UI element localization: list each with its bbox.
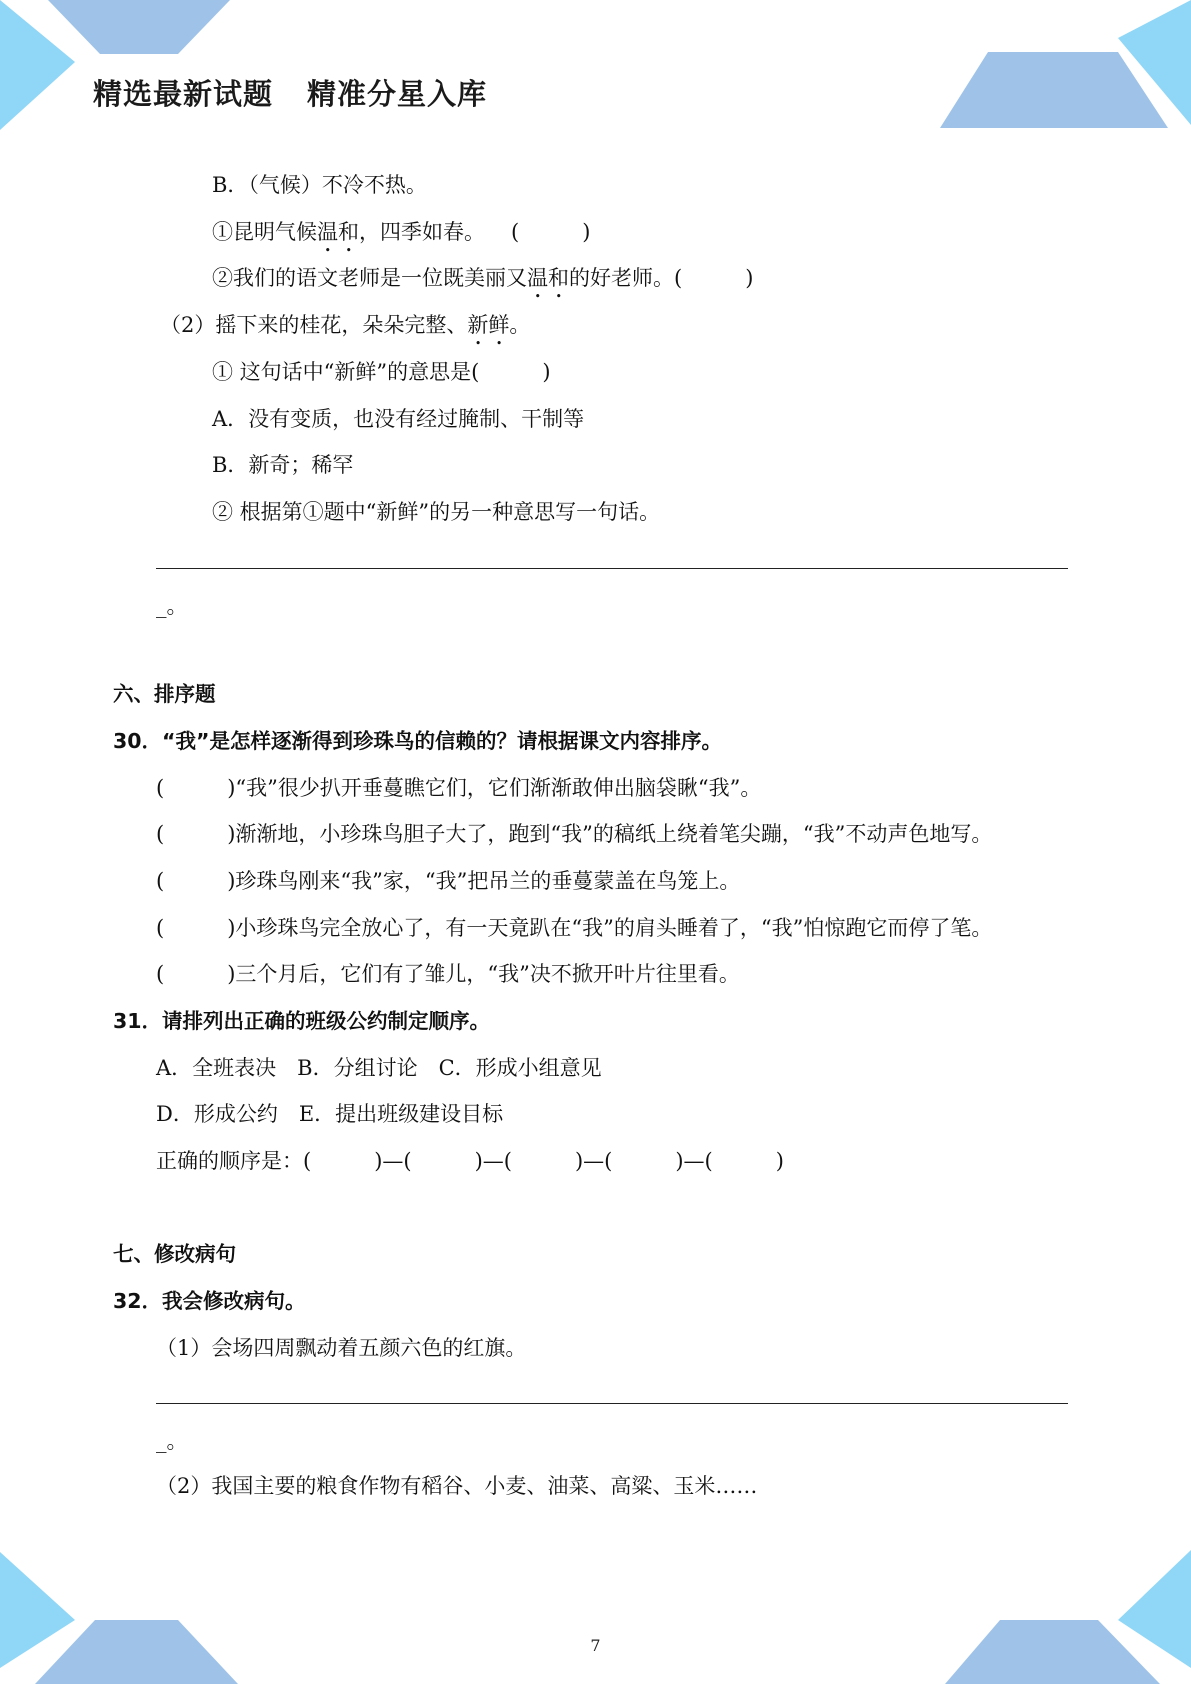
answer-line-2[interactable] <box>156 1403 1068 1404</box>
answer-end-2: _。 <box>156 1429 188 1453</box>
q2-marked: 新鲜 <box>467 313 510 337</box>
corner-decoration-top <box>0 0 1191 140</box>
q2-post: 。 <box>509 313 531 337</box>
q32-item1: （1）会场四周飘动着五颜六色的红旗。 <box>156 1336 527 1360</box>
q31-answer[interactable]: 正确的顺序是：( )—( )—( )—( )—( ) <box>156 1149 784 1173</box>
q30-item-paren[interactable]: ( ) <box>156 869 236 893</box>
item2-line <box>212 264 753 303</box>
q30-item-text: “我”很少扒开垂蔓瞧它们，它们渐渐敢伸出脑袋瞅“我”。 <box>235 776 762 800</box>
item1-line <box>212 218 590 257</box>
answer-line-1[interactable] <box>156 568 1068 569</box>
q32-title: 32．我会修改病句。 <box>113 1289 306 1313</box>
q30-item-text: 小珍珠鸟完全放心了，有一天竟趴在“我”的肩头睡着了，“我”怕惊跑它而停了笔。 <box>235 916 993 940</box>
section6-heading: 六、排序题 <box>113 682 216 706</box>
q30-item <box>156 867 740 895</box>
q30-item-text: 珍珠鸟刚来“我”家，“我”把吊兰的垂蔓蒙盖在鸟笼上。 <box>235 869 741 893</box>
q30-item-paren[interactable]: ( ) <box>156 822 236 846</box>
q30-item <box>156 960 740 988</box>
q30-title: 30．“我”是怎样逐渐得到珍珠鸟的信赖的？请根据课文内容排序。 <box>113 729 722 753</box>
q32-item2: （2）我国主要的粮食作物有稻谷、小麦、油菜、高粱、玉米…… <box>156 1474 758 1498</box>
q30-item <box>156 914 992 942</box>
header-title <box>93 72 487 113</box>
section7-heading: 七、修改病句 <box>113 1242 236 1266</box>
q30-item-paren[interactable]: ( ) <box>156 916 236 940</box>
top-left-trapezoid <box>48 0 230 54</box>
q31-title: 31．请排列出正确的班级公约制定顺序。 <box>113 1009 491 1033</box>
item2-pre: ②我们的语文老师是一位既美丽又 <box>212 266 527 290</box>
top-right-trapezoid <box>940 52 1168 128</box>
corner-decoration-bottom <box>0 1540 1191 1684</box>
header-title-part1: 精选最新试题 <box>93 77 274 111</box>
item2-post: 的好老师。 <box>569 266 674 290</box>
q30-item-paren[interactable]: ( ) <box>156 776 236 800</box>
q30-item <box>156 820 992 848</box>
item1-pre: ①昆明气候 <box>212 220 317 244</box>
item1-answer-paren[interactable]: ( ) <box>511 220 591 244</box>
header-title-part2: 精准分星入库 <box>307 77 488 111</box>
top-left-triangle <box>0 0 75 130</box>
page-number: 7 <box>590 1636 601 1655</box>
q2-option-a: A．没有变质，也没有经过腌制、干制等 <box>212 407 585 431</box>
q2-line <box>160 311 530 350</box>
q30-item-text: 渐渐地，小珍珠鸟胆子大了，跑到“我”的稿纸上绕着笔尖蹦，“我”不动声色地写。 <box>235 822 993 846</box>
item2-answer-paren[interactable]: ( ) <box>674 266 754 290</box>
item1-post: ，四季如春。 <box>359 220 485 244</box>
q2-sub2: ② 根据第①题中“新鲜”的另一种意思写一句话。 <box>212 500 661 524</box>
q2-option-b: B．新奇；稀罕 <box>212 453 354 477</box>
item1-marked: 温和 <box>317 220 359 244</box>
q30-item-text: 三个月后，它们有了雏儿，“我”决不掀开叶片往里看。 <box>235 962 740 986</box>
q31-options-line2: D．形成公约 E．提出班级建设目标 <box>156 1102 504 1126</box>
q31-options-line1: A．全班表决 B．分组讨论 C．形成小组意见 <box>156 1056 602 1080</box>
q2-pre: （2）摇下来的桂花，朵朵完整、 <box>160 313 468 337</box>
option-b-label: B．（气候）不冷不热。 <box>212 173 427 197</box>
q2-sub1: ① 这句话中“新鲜”的意思是( ) <box>212 360 551 384</box>
answer-end-1: _。 <box>156 594 188 618</box>
q30-item <box>156 774 761 802</box>
q30-item-paren[interactable]: ( ) <box>156 962 236 986</box>
item2-marked: 温和 <box>527 266 569 290</box>
